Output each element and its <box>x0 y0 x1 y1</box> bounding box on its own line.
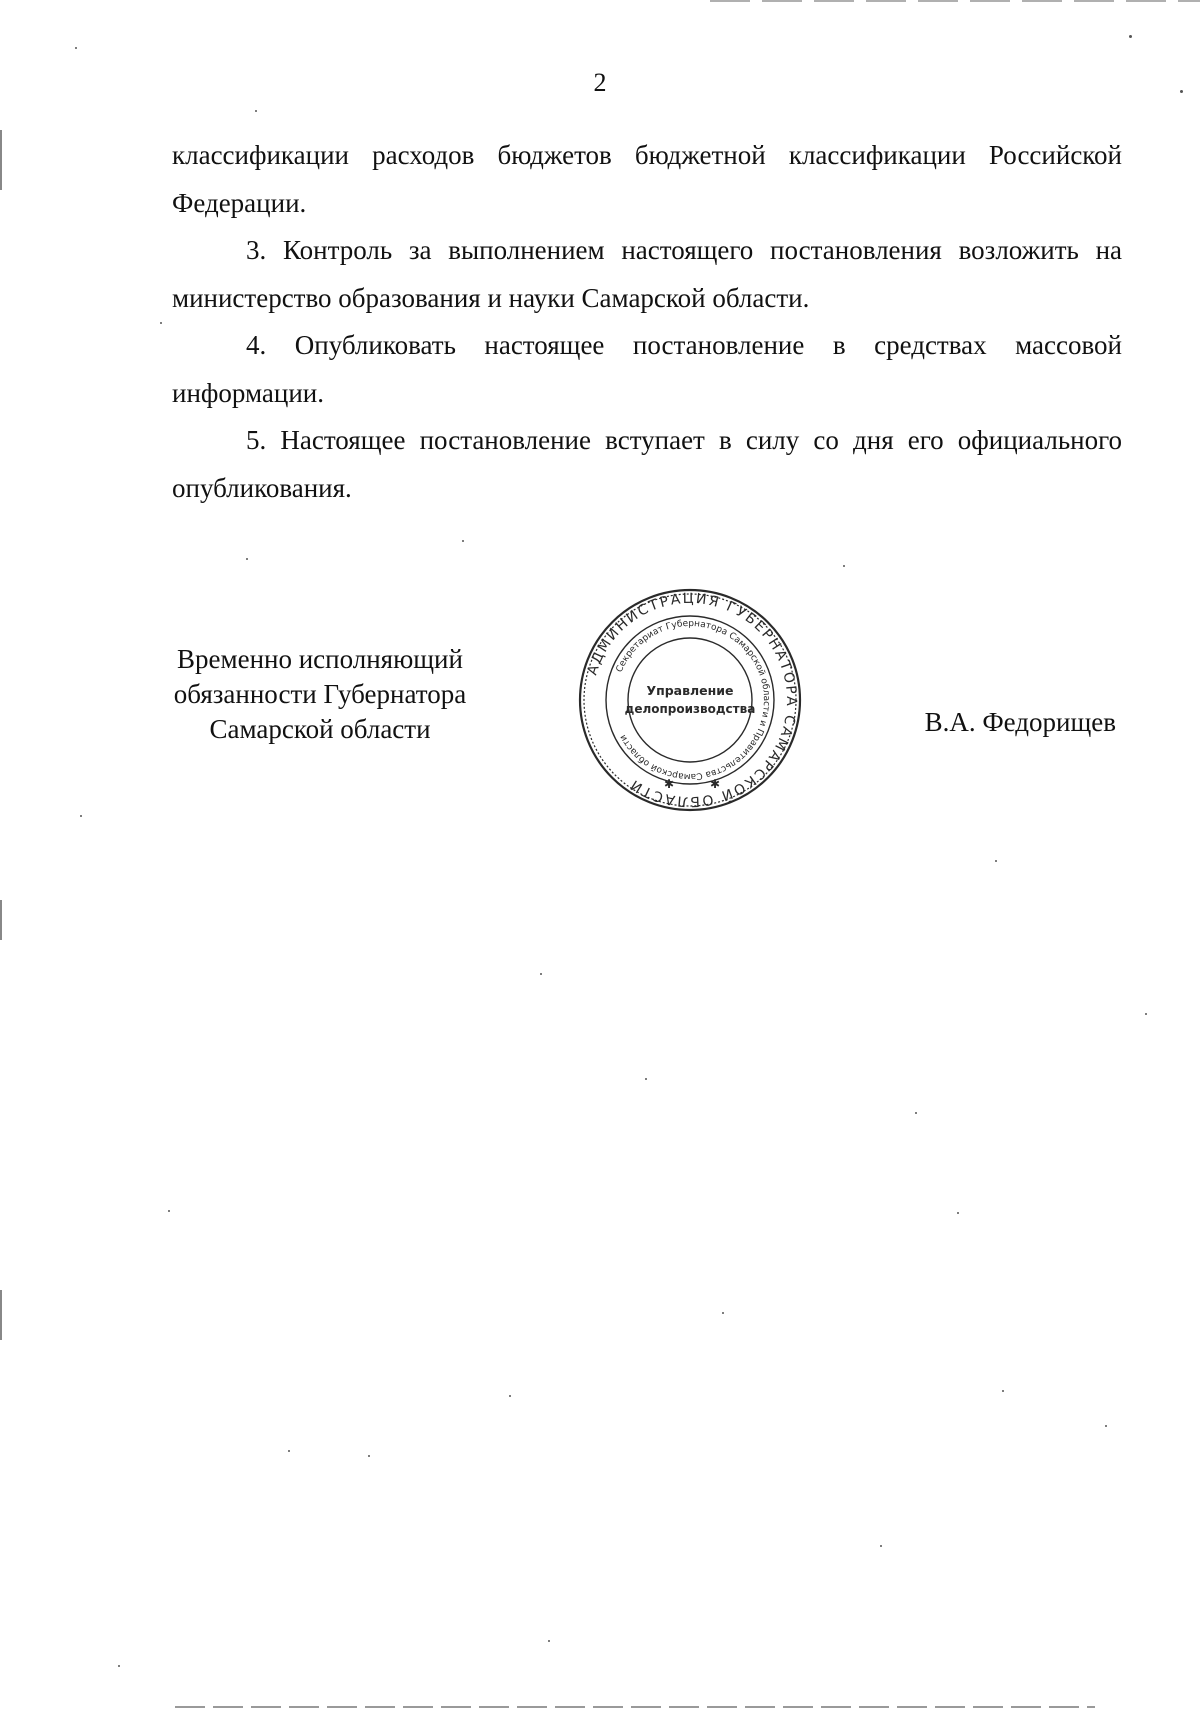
scan-speck <box>509 1395 511 1397</box>
signatory-name: В.А. Федорищев <box>924 707 1116 737</box>
scan-speck <box>540 973 542 975</box>
scan-speck <box>168 1210 170 1212</box>
paragraph-item-4: 4. Опубликовать настоящее постановление в средствах массовой информации. <box>172 330 1122 408</box>
scan-speck <box>957 1212 959 1214</box>
scan-speck <box>722 1312 724 1314</box>
stamp-inner-text: Секретариат Губернатора Самарской области и Правительства Самарской области <box>614 618 772 782</box>
page-number: 2 <box>593 68 607 97</box>
scan-speck <box>843 565 845 567</box>
scan-speck <box>1002 1390 1004 1392</box>
signatory-position-line: Временно исполняющий <box>177 644 463 674</box>
scan-speck <box>880 1545 882 1547</box>
paragraph-item-3: 3. Контроль за выполнением настоящего постановления возложить на министерство образования и науки Самарской области. <box>172 235 1122 313</box>
scan-speck <box>75 47 77 49</box>
scan-speck <box>288 1450 290 1452</box>
scan-speck <box>462 540 464 542</box>
paragraph-item-5: 5. Настоящее постановление вступает в силу со дня его официального опубликования. <box>172 425 1122 503</box>
stamp-star-icon: ✱ <box>663 777 675 791</box>
scan-left-edge <box>0 130 2 190</box>
official-stamp <box>575 585 805 815</box>
scan-speck <box>548 1640 550 1642</box>
scan-speck <box>1129 35 1132 38</box>
scan-speck <box>995 860 997 862</box>
signatory-position-line: Самарской области <box>209 714 431 744</box>
scan-speck <box>246 558 248 560</box>
scan-speck <box>160 322 162 324</box>
stamp-star-icon: ✱ <box>709 777 721 791</box>
scan-speck <box>645 1078 647 1080</box>
stamp-center-line: делопроизводства <box>624 702 756 716</box>
scan-speck <box>1180 90 1183 93</box>
scan-speck <box>1145 1013 1147 1015</box>
stamp-outer-text: АДМИНИСТРАЦИЯ ГУБЕРНАТОРА САМАРСКОЙ ОБЛАСТИ <box>584 590 800 810</box>
svg-text:Секретариат Губернатора Самарс <box>615 619 771 781</box>
signatory-position <box>150 642 490 747</box>
paragraph-continuation: классификации расходов бюджетов бюджетной классификации Российской Федерации. <box>172 140 1122 218</box>
scan-speck <box>1105 1425 1107 1427</box>
scan-speck <box>368 1455 370 1457</box>
scan-speck <box>255 110 257 112</box>
scan-left-edge <box>0 1290 2 1340</box>
scan-speck <box>915 1112 917 1114</box>
scan-speck <box>80 815 82 817</box>
body-text <box>172 132 1122 512</box>
scan-top-edge <box>710 0 1200 2</box>
scan-bottom-edge <box>175 1706 1095 1708</box>
scan-speck <box>118 1665 120 1667</box>
scan-left-edge <box>0 900 2 940</box>
signatory-position-line: обязанности Губернатора <box>173 679 467 709</box>
stamp-center-line: Управление <box>646 683 734 698</box>
